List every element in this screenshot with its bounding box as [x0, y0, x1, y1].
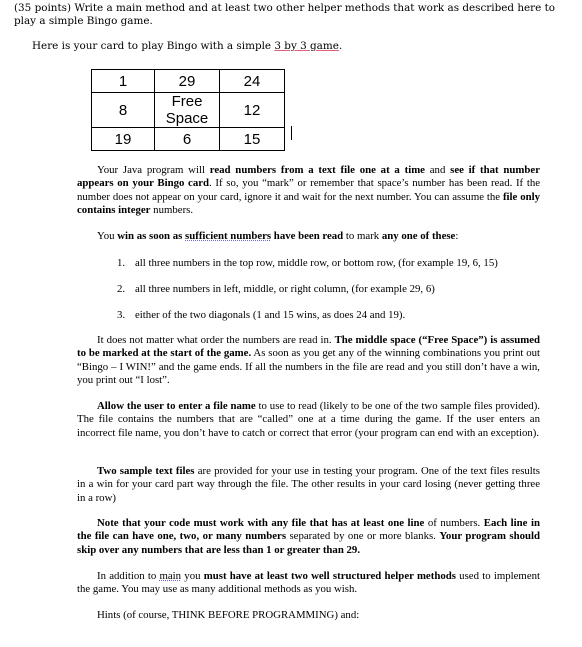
paragraph-read-numbers: Your Java program will read numbers from a text file one at a time and see if that number appears on your Bingo card. If so, you “mark” or remember that space’s number has been read. If the number does not appear on your card, ignore it and wait for the next number. You can assume the file only contains integer numbers. [77, 164, 541, 216]
paragraph-file-format: Note that your code must work with any file that has at least one line of numbers. Each line in the file can have one, two, or many numbers separated by one or more blanks. Your program should skip over any numbers that are less than 1 or greater than 29. [77, 517, 541, 556]
card-intro-underlined: 3 by 3 game [274, 40, 339, 52]
bingo-cell: 8 [92, 93, 155, 128]
bingo-cell: 1 [92, 70, 155, 93]
paragraph-file-name: Allow the user to enter a file name to use to read (likely to be one of the two sample files provided). The file contains the numbers that are “called” one at a time during the game. If the user enters an incorrect file name, you don’t have to catch or correct that error (your program can end with an exception). [77, 400, 540, 439]
paragraph-win-conditions: You win as soon as sufficient numbers have been read to mark any one of these: [97, 230, 459, 242]
bingo-cell-free-space: Free Space [155, 93, 220, 128]
intro-line-2: play a simple Bingo game. [14, 15, 153, 27]
bingo-cell: 12 [220, 93, 285, 128]
bingo-cell: 6 [155, 128, 220, 151]
bingo-row-bottom [92, 128, 285, 151]
bingo-cell: 19 [92, 128, 155, 151]
text-cursor [291, 126, 292, 140]
intro-text [14, 2, 559, 28]
bingo-cell: 29 [155, 70, 220, 93]
intro-line-1: (35 points) Write a main method and at least two other helper methods that work as described here to [14, 2, 556, 14]
paragraph-sample-files: Two sample text files are provided for your use in testing your program. One of the text files results in a win for your card part way through the file. The other results in your card losing (never getting three in a row) [77, 465, 540, 504]
bingo-cell: 15 [220, 128, 285, 151]
paragraph-hints: Hints (of course, THINK BEFORE PROGRAMMING) and: [97, 609, 360, 621]
bingo-cell: 24 [220, 70, 285, 93]
bingo-card-table [91, 69, 285, 151]
bingo-row-top [92, 70, 285, 93]
bingo-row-middle [92, 93, 285, 128]
card-intro: Here is your card to play Bingo with a simple 3 by 3 game. [32, 40, 343, 52]
paragraph-free-space: It does not matter what order the numbers are read in. The middle space (“Free Space”) is assumed to be marked at the start of the game. As soon as you get any of the winning combinations you print out “Bingo – I WIN!” and the game ends. If all the numbers in the file are read and you still don’t have a win, you print out “I lost”. [77, 334, 540, 386]
paragraph-helper-methods: In addition to main you must have at least two well structured helper methods used to implement the game. You may use as many additional methods as you wish. [77, 570, 541, 596]
